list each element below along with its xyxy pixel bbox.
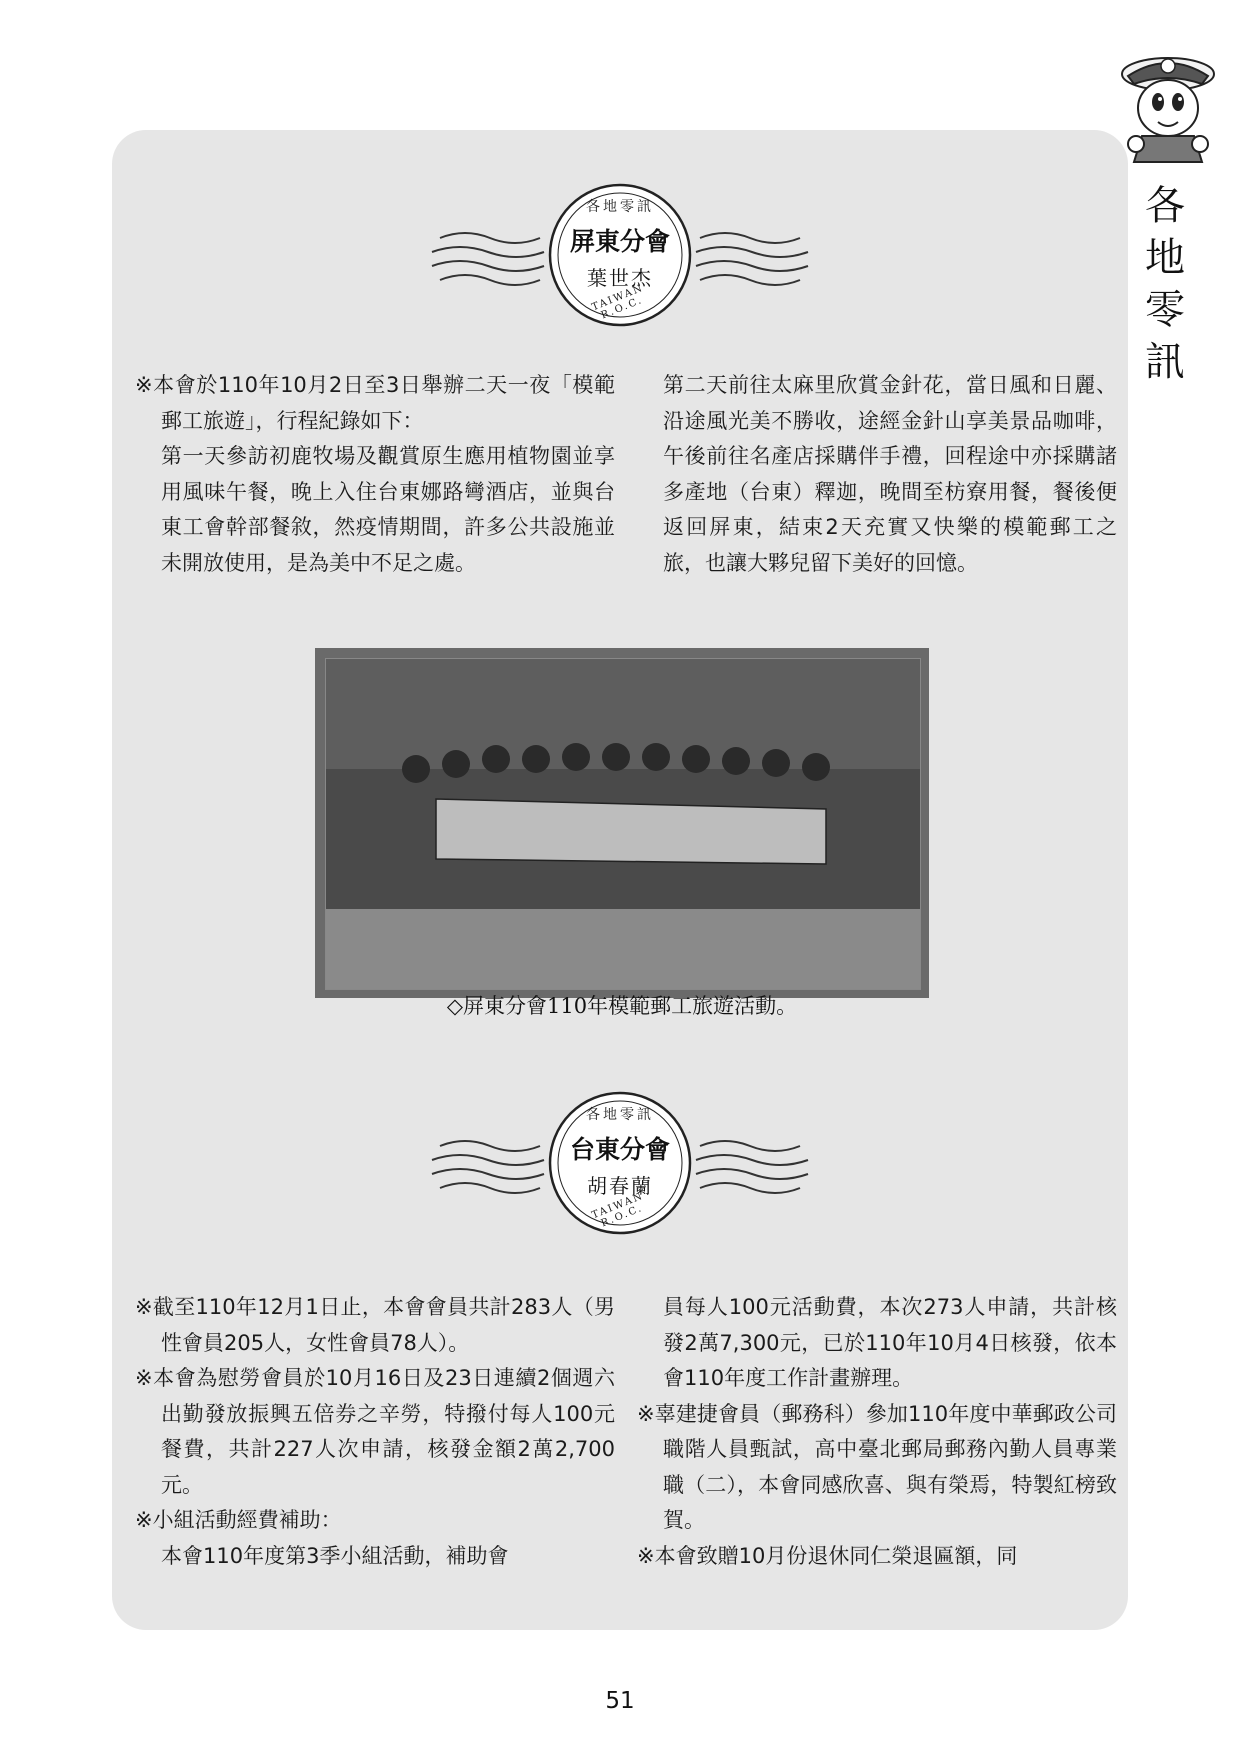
group-photo <box>315 648 929 998</box>
paragraph: ※小組活動經費補助： <box>135 1508 342 1532</box>
postmark-stamp-taitung <box>420 1088 820 1238</box>
side-title-char: 訊 <box>1145 339 1185 385</box>
section2-right-column <box>637 1290 1117 1574</box>
paragraph: ※本會於110年10月2日至3日舉辦二天一夜「模範郵工旅遊」，行程紀錄如下： <box>135 373 615 433</box>
paragraph: 第一天參訪初鹿牧場及觀賞原生應用植物園並享用風味午餐，晚上入住台東娜路彎酒店，並與台東工會幹部餐敘，然疫情期間，許多公共設施並未開放使用，是為美中不足之處。 <box>161 444 615 575</box>
paragraph: ※本會致贈10月份退休同仁榮退匾額，同 <box>637 1543 1018 1568</box>
paragraph: 本會110年度第3季小組活動，補助會 <box>161 1543 509 1568</box>
section1-left-column <box>135 368 615 581</box>
paragraph: ※本會為慰勞會員於10月16日及23日連續2個週六出勤發放振興五倍券之辛勞，特撥付每人100元餐費，共計227人次申請，核發金額2萬2,700元。 <box>135 1366 615 1497</box>
paragraph: 第二天前往太麻里欣賞金針花，當日風和日麗、沿途風光美不勝收，途經金針山享美景品咖啡，午後前往名產店採購伴手禮，回程途中亦採購諸多產地（台東）釋迦，晚間至枋寮用餐，餐後便返回屏東，結束2天充實又快樂的模範郵工之旅，也讓大夥兒留下美好的回憶。 <box>663 373 1117 575</box>
stamp-branch-name: 台東分會 <box>570 1135 671 1164</box>
paragraph: ※辜建捷會員（郵務科）參加110年度中華郵政公司職階人員甄試，高中臺北郵局郵務內勤人員專業職（二），本會同感欣喜、與有榮焉，特製紅榜致賀。 <box>637 1401 1117 1532</box>
page-number: 51 <box>605 1688 635 1714</box>
paragraph: ※截至110年12月1日止，本會會員共計283人（男性會員205人，女性會員78人）。 <box>135 1295 615 1355</box>
stamp-country: TAIWAN R.O.C. <box>590 282 646 322</box>
paragraph: 員每人100元活動費，本次273人申請，共計核發2萬7,300元，已於110年10月4日核發，依本會110年度工作計畫辦理。 <box>663 1295 1117 1390</box>
stamp-country: TAIWAN R.O.C. <box>590 1190 646 1230</box>
stamp-author: 胡春蘭 <box>587 1174 653 1198</box>
section2-left-column <box>135 1290 615 1574</box>
section-side-title <box>1140 180 1190 388</box>
side-title-char: 地 <box>1145 235 1185 281</box>
side-title-char: 零 <box>1145 287 1185 333</box>
stamp-category: 各地零訊 <box>586 199 654 215</box>
group-photo-image <box>325 658 921 990</box>
section1-right-column <box>637 368 1117 581</box>
postmark-stamp-pingtung <box>420 180 820 330</box>
photo-caption: ◇屏東分會110年模範郵工旅遊活動。 <box>446 994 798 1018</box>
stamp-author: 葉世杰 <box>587 266 653 290</box>
mascot-postman-icon <box>1118 44 1218 164</box>
stamp-branch-name: 屏東分會 <box>570 227 671 256</box>
stamp-category: 各地零訊 <box>586 1107 654 1123</box>
side-title-char: 各 <box>1145 183 1185 229</box>
